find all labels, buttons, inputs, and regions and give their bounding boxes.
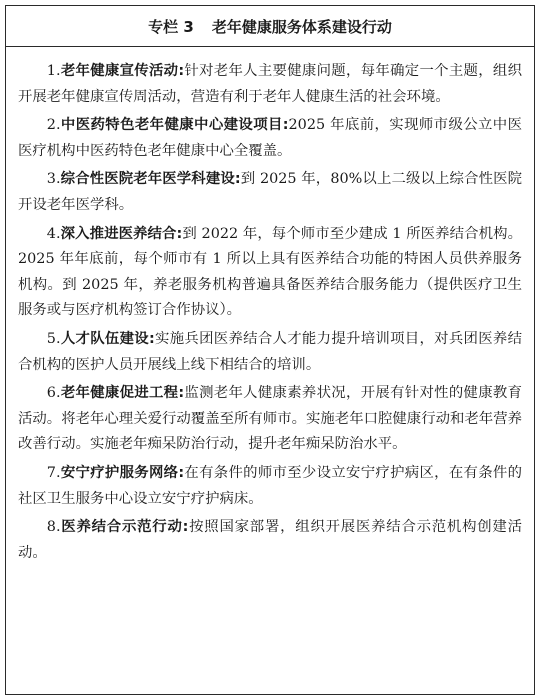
- item-number: 6.: [46, 385, 61, 402]
- item-number: 4.: [46, 225, 61, 242]
- item-title: 人才队伍建设:: [60, 330, 155, 347]
- list-item: [18, 113, 522, 164]
- item-text: 针对老年人主要健康问题，每年确定一个主题，组织开展老年健康宣传周活动，营造有利于老年人健康生活的社会环境。: [18, 63, 522, 105]
- item-text: 到 2025 年，80%以上二级以上综合性医院开设老年医学科。: [18, 171, 522, 213]
- item-title: 老年健康宣传活动:: [60, 63, 185, 79]
- item-number: 7.: [46, 464, 61, 481]
- item-number: 5.: [46, 330, 61, 347]
- column-header: [6, 6, 534, 47]
- list-item: [18, 461, 522, 512]
- item-text: 在有条件的师市至少设立安宁疗护病区，在有条件的社区卫生服务中心设立安宁疗护病床。: [18, 464, 522, 507]
- list-item: [18, 327, 522, 378]
- item-number: 2.: [46, 117, 61, 134]
- item-title: 综合性医院老年医学科建设:: [60, 171, 241, 188]
- list-item: [18, 59, 522, 110]
- item-text: 到 2022 年，每个师市至少建成 1 所医养结合机构。2025 年年底前，每个师市有 1 所以上具有医养结合功能的特困人员供养服务机构。到 2025 年，养老服务机构普遍具备医养结合服务能力（提供医疗卫生服务或与医疗机构签订合作协议）。: [18, 225, 522, 319]
- column-title: 老年健康服务体系建设行动: [211, 17, 392, 36]
- list-item: [18, 515, 522, 566]
- item-number: 1.: [46, 63, 61, 79]
- list-item: [18, 222, 522, 324]
- item-text: 2025 年底前，实现师市级公立中医医疗机构中医药特色老年健康中心全覆盖。: [18, 117, 522, 159]
- item-number: 8.: [46, 519, 61, 536]
- item-number: 3.: [46, 171, 61, 188]
- column-box: [5, 5, 535, 695]
- list-item: [18, 381, 522, 458]
- column-content: [6, 47, 534, 566]
- item-title: 中医药特色老年健康中心建设项目:: [60, 117, 289, 134]
- item-text: 监测老年人健康素养状况，开展有针对性的健康教育活动。将老年心理关爱行动覆盖至所有师市。实施老年口腔健康行动和老年营养改善行动。实施老年痴呆防治行动，提升老年痴呆防治水平。: [18, 385, 522, 453]
- item-text: 实施兵团医养结合人才能力提升培训项目，对兵团医养结合机构的医护人员开展线上线下相结合的培训。: [18, 330, 522, 373]
- column-label: 专栏 3: [148, 17, 194, 36]
- item-text: 按照国家部署，组织开展医养结合示范机构创建活动。: [18, 519, 522, 561]
- list-item: [18, 167, 522, 218]
- item-title: 医养结合示范行动:: [60, 519, 189, 536]
- item-title: 安宁疗护服务网络:: [60, 464, 185, 481]
- item-title: 老年健康促进工程:: [60, 385, 185, 402]
- item-title: 深入推进医养结合:: [60, 225, 183, 242]
